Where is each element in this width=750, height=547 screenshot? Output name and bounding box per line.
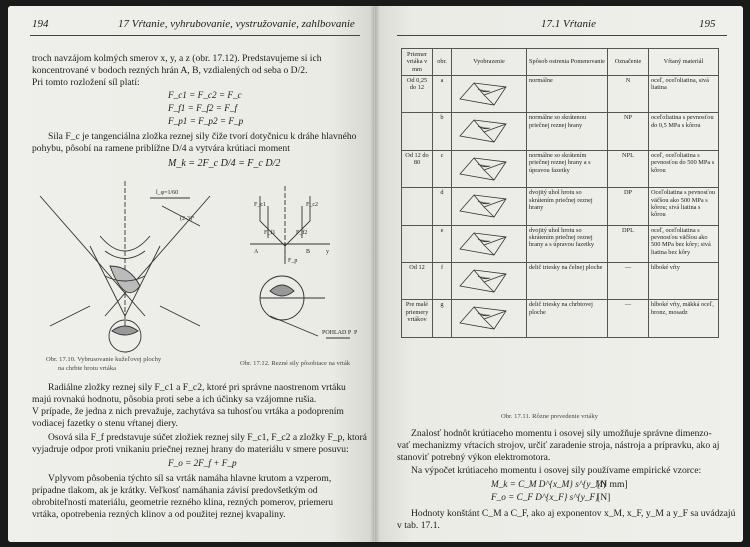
- drill-sketch-icon: [454, 114, 520, 146]
- cell-diameter: Pre malé priemery vrtákov: [402, 300, 433, 337]
- paragraph-line: obrobiteľnosti materiálu, geometrie rezného klina, rezných pomerov, priemeru: [32, 497, 334, 508]
- figure-caption: Obr. 17.10. Vybrusovanie kužeľovej plochy: [46, 356, 162, 363]
- cell-method: dvojitý uhol hrotu so skrátením priečnej reznej hrany: [527, 188, 608, 225]
- cell-method: delič triesky na chrbtovej ploche: [527, 300, 608, 337]
- page-number-right: 195: [699, 18, 716, 30]
- cell-method: normálne so skrátením priečnej reznej hrany a s úpravou fazetky: [527, 150, 608, 187]
- table-row: [402, 76, 719, 113]
- cell-code: NP: [608, 113, 649, 150]
- cell-method: normálne: [527, 76, 608, 113]
- table-header: Označenie: [608, 49, 649, 76]
- paragraph-line: koncentrované v bodoch rezných hrán A, B, vzdialených od seba o D/2.: [32, 65, 308, 76]
- cell-material: hlboké vŕty: [649, 263, 719, 300]
- table-header: Vŕtaný materiál: [649, 49, 719, 76]
- paragraph-line: vrtáka, opotrebenia rezných klinov a od použitej reznej kvapaliny.: [32, 509, 286, 520]
- table-row: [402, 263, 719, 300]
- cell-figure-letter: g: [433, 300, 452, 337]
- drill-sketch: [452, 76, 527, 113]
- running-head-left: 17 Vŕtanie, vyhrubovanie, vystružovanie, zahlbovanie: [118, 18, 355, 30]
- paragraph-line: troch navzájom kolmých smerov x, y, a z (obr. 17.12). Predstavujeme si ich: [32, 53, 322, 64]
- paragraph-line: Radiálne zložky reznej sily F_c1 a F_c2, ktoré pri správne naostrenom vrtáku: [48, 382, 346, 393]
- paragraph-line: Osová sila F_f predstavuje súčet zložiek reznej sily F_c1, F_c2 a zložky F_p, ktorá: [48, 432, 367, 443]
- figure-label: (2-3)°: [180, 216, 195, 222]
- paragraph-line: vyjadruje odpor proti vnikaniu priečnej reznej hrany do materiálu v smere posuvu:: [32, 444, 349, 455]
- cell-code: N: [608, 76, 649, 113]
- figure-label: POHLAD P: [322, 330, 352, 336]
- cell-method: normálne so skrátenou priečnej reznej hrany: [527, 113, 608, 150]
- cell-diameter: [402, 188, 433, 225]
- drill-sketch: [452, 150, 527, 187]
- drill-sketch-icon: [454, 227, 520, 259]
- cell-figure-letter: a: [433, 76, 452, 113]
- paragraph-line: stanoviť potrebný výkon elektromotora.: [397, 452, 551, 463]
- figure-label: y: [326, 249, 329, 255]
- cell-material: oceľ, oceľoliatina s pevnosťou do 500 MPa s kôrou: [649, 150, 719, 187]
- drill-sketch-icon: [454, 152, 520, 184]
- figure-label: F_c2: [306, 202, 318, 208]
- equation: F_f1 = F_f2 = F_f: [168, 103, 238, 113]
- paragraph-line: Sila F_c je tangenciálna zložka reznej sily čiže tvorí dotyčnicu k dráhe hlavného: [48, 131, 357, 142]
- equation-axial: F_o = C_F D^{x_F} s^{y_F}: [491, 492, 599, 502]
- paragraph-line: v tab. 17.1.: [397, 520, 440, 531]
- cell-figure-letter: c: [433, 150, 452, 187]
- cell-figure-letter: f: [433, 263, 452, 300]
- cell-diameter: [402, 225, 433, 262]
- cell-material: oceľoliatina s pevnosťou do 0,5 MPa s kôrou: [649, 113, 719, 150]
- figure-label: F_f2: [296, 230, 308, 236]
- drill-sketch-icon: [454, 77, 520, 109]
- equation: F_c1 = F_c2 = F_c: [168, 90, 242, 100]
- figure-label: A: [254, 249, 259, 255]
- drill-sketch: [452, 263, 527, 300]
- cell-method: delič triesky na čelnej ploche: [527, 263, 608, 300]
- cell-diameter: Od 12 do 80: [402, 150, 433, 187]
- paragraph-line: Na výpočet krútiaceho momentu i osovej sily používame empirické vzorce:: [411, 465, 702, 476]
- running-head-right: 17.1 Vŕtanie: [541, 18, 596, 30]
- book-gutter: [370, 6, 380, 542]
- left-page: [8, 6, 374, 542]
- cell-figure-letter: d: [433, 188, 452, 225]
- equation-unit: [N]: [597, 492, 611, 503]
- equation-moment: M_k = 2F_c D/4 = F_c D/2: [168, 158, 281, 169]
- table-row: [402, 188, 719, 225]
- table-header: obr.: [433, 49, 452, 76]
- equation-axial: F_o = 2F_f + F_p: [168, 458, 237, 468]
- cell-material: Oceľoliatina s pevnosťou väčšou ako 500 MPa s kôrou; sivá liatina s kôrou: [649, 188, 719, 225]
- paragraph-line: Pri tomto rozložení síl platí:: [32, 77, 140, 88]
- table-row: [402, 113, 719, 150]
- table-row: [402, 225, 719, 262]
- cell-figure-letter: e: [433, 225, 452, 262]
- paragraph-line: prípadne tlakom, ak je krátky. Veľkosť namáhania závisí predovšetkým od: [32, 485, 318, 496]
- paragraph-line: Hodnoty konštánt C_M a C_F, ako aj exponentov x_M, x_F, y_M a y_F sa uvádzajú: [411, 508, 736, 519]
- figure-label: B: [306, 249, 311, 255]
- right-page: [375, 6, 743, 542]
- table-header: Spôsob ostrenia Pomenovanie: [527, 49, 608, 76]
- cell-diameter: Od 0,25 do 12: [402, 76, 433, 113]
- table-caption: Obr. 17.11. Rôzne prevedenie vrtáky: [501, 413, 598, 420]
- equation-moment: M_k = C_M D^{x_M} s^{y_M}: [491, 479, 607, 489]
- table-header: Vyobrazenie: [452, 49, 527, 76]
- paragraph-line: majú rovnakú hodnotu, pôsobia proti sebe a ich účinky sa vzájomne rušia.: [32, 394, 317, 405]
- drill-sketch: [452, 188, 527, 225]
- paragraph-line: V prípade, že jedna z nich prevažuje, zachytáva sa tuhosťou vrtáka a podoprením: [32, 406, 344, 417]
- drill-sketch-icon: [454, 189, 520, 221]
- equation-unit: [N mm]: [597, 479, 628, 490]
- header-rule: [30, 35, 360, 36]
- cell-method: dvojitý uhol hrotu so skrátením priečnej reznej hrany a s úpravou fazetky: [527, 225, 608, 262]
- drill-types-table: [401, 48, 719, 338]
- drill-tip-figure: [30, 176, 225, 354]
- drill-sketch-icon: [454, 264, 520, 296]
- figure-caption: na chrbte hrotu vrtáka: [58, 365, 117, 372]
- header-rule: [397, 35, 727, 36]
- equation: F_p1 = F_p2 = F_p: [168, 116, 244, 126]
- table-header-row: [402, 49, 719, 76]
- figure-label: l_φ=1/60: [156, 190, 179, 196]
- cell-figure-letter: b: [433, 113, 452, 150]
- paragraph-line: vať mechanizmy vŕtacích strojov, určiť zaradenie stroja, nástroja a prípravku, ako aj: [397, 440, 720, 451]
- table-header: Priemer vrtáka v mm: [402, 49, 433, 76]
- cell-code: —: [608, 300, 649, 337]
- figure-label: P: [354, 330, 358, 336]
- paragraph-line: Znalosť hodnôt krútiaceho momentu i osovej sily umožňuje správne dimenzo-: [411, 428, 712, 439]
- drill-sketch-icon: [454, 301, 520, 333]
- table-row: [402, 150, 719, 187]
- cell-diameter: Od 12: [402, 263, 433, 300]
- book-spread: [8, 6, 743, 542]
- page-number-left: 194: [32, 18, 49, 30]
- cell-code: NPL: [608, 150, 649, 187]
- table-row: [402, 300, 719, 337]
- drill-sketch: [452, 113, 527, 150]
- cell-material: oceľ, oceľoliatina s pevnosťou väčšou ako 500 MPa bez kôry; sivá liatina bez kôry: [649, 225, 719, 262]
- cell-material: oceľ, oceľoliatina, sivá liatina: [649, 76, 719, 113]
- figure-label: F_c1: [254, 202, 266, 208]
- cutting-forces-figure: [230, 186, 365, 356]
- paragraph-line: Vplyvom pôsobenia týchto síl sa vrták namáha hlavne krutom a vzperom,: [48, 473, 332, 484]
- cell-diameter: [402, 113, 433, 150]
- figure-label: F_f1: [264, 230, 276, 236]
- cell-code: DPL: [608, 225, 649, 262]
- cell-code: —: [608, 263, 649, 300]
- drill-sketch: [452, 225, 527, 262]
- paragraph-line: vodiacej fazetky o stenu vŕtanej diery.: [32, 418, 178, 429]
- figure-label: F_p: [288, 258, 298, 264]
- paragraph-line: pohybu, pôsobí na ramene priblížne D/4 a vytvára krútiaci moment: [32, 143, 290, 154]
- figure-caption: Obr. 17.12. Rezné sily pôsobiace na vrták: [240, 360, 351, 367]
- drill-sketch: [452, 300, 527, 337]
- cell-code: DP: [608, 188, 649, 225]
- cell-material: hlboké vŕty, mäkká oceľ, bronz, mosadz: [649, 300, 719, 337]
